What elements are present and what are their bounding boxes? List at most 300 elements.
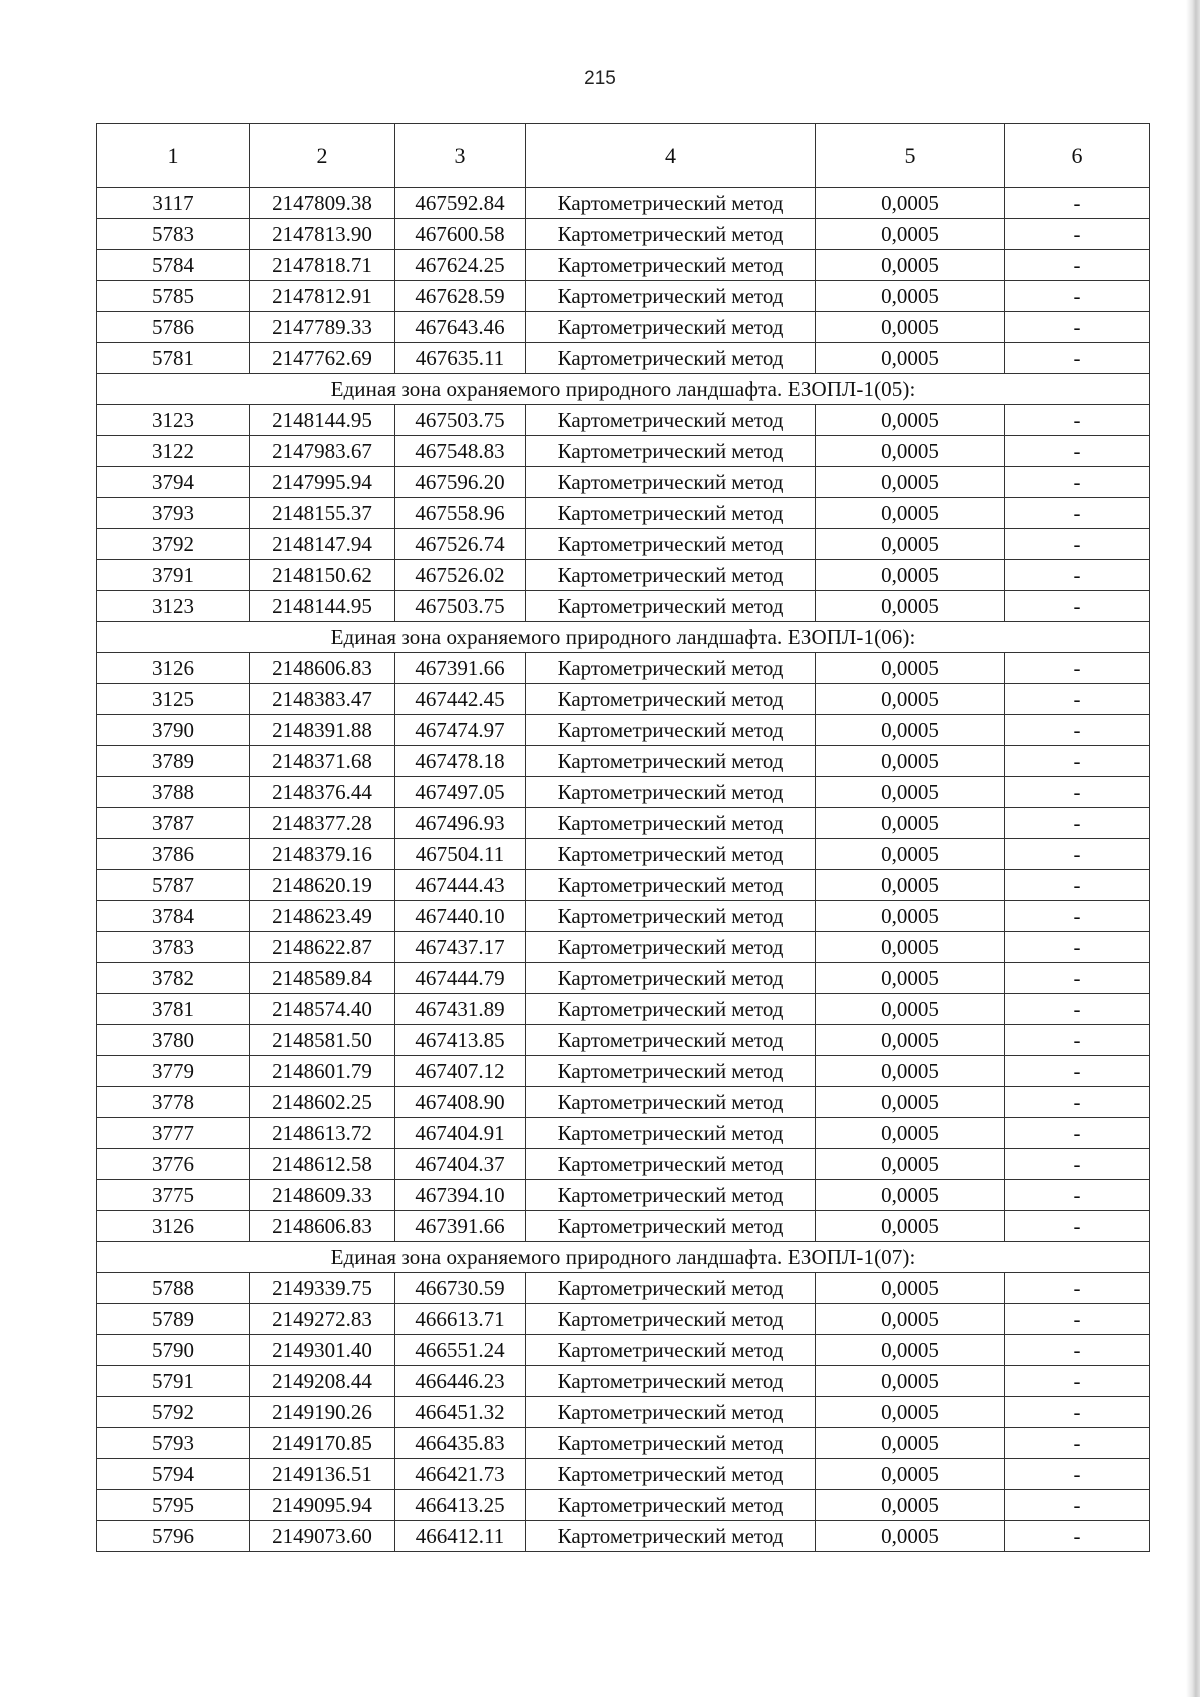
point-number-cell: 5783 [97, 219, 250, 250]
point-number-cell: 5787 [97, 870, 250, 901]
section-title: Единая зона охраняемого природного ландшафта. ЕЗОПЛ-1(07): [97, 1242, 1150, 1273]
y-coordinate-cell: 467478.18 [395, 746, 526, 777]
point-number-cell: 3788 [97, 777, 250, 808]
table-row [97, 715, 1150, 746]
note-cell: - [1005, 746, 1150, 777]
table-row [97, 1025, 1150, 1056]
table-row [97, 839, 1150, 870]
method-cell: Картометрический метод [526, 963, 816, 994]
method-cell: Картометрический метод [526, 405, 816, 436]
point-number-cell: 3783 [97, 932, 250, 963]
y-coordinate-cell: 467526.74 [395, 529, 526, 560]
x-coordinate-cell: 2148379.16 [250, 839, 395, 870]
point-number-cell: 3791 [97, 560, 250, 591]
note-cell: - [1005, 715, 1150, 746]
x-coordinate-cell: 2149208.44 [250, 1366, 395, 1397]
accuracy-cell: 0,0005 [816, 684, 1005, 715]
point-number-cell: 5796 [97, 1521, 250, 1552]
point-number-cell: 5790 [97, 1335, 250, 1366]
y-coordinate-cell: 467444.79 [395, 963, 526, 994]
note-cell: - [1005, 1397, 1150, 1428]
accuracy-cell: 0,0005 [816, 715, 1005, 746]
x-coordinate-cell: 2148377.28 [250, 808, 395, 839]
accuracy-cell: 0,0005 [816, 250, 1005, 281]
table-row [97, 591, 1150, 622]
accuracy-cell: 0,0005 [816, 777, 1005, 808]
point-number-cell: 3779 [97, 1056, 250, 1087]
point-number-cell: 3793 [97, 498, 250, 529]
note-cell: - [1005, 1490, 1150, 1521]
x-coordinate-cell: 2147813.90 [250, 219, 395, 250]
point-number-cell: 3789 [97, 746, 250, 777]
y-coordinate-cell: 467394.10 [395, 1180, 526, 1211]
point-number-cell: 5792 [97, 1397, 250, 1428]
point-number-cell: 5786 [97, 312, 250, 343]
point-number-cell: 3117 [97, 188, 250, 219]
point-number-cell: 3777 [97, 1118, 250, 1149]
x-coordinate-cell: 2148612.58 [250, 1149, 395, 1180]
point-number-cell: 5788 [97, 1273, 250, 1304]
note-cell: - [1005, 281, 1150, 312]
method-cell: Картометрический метод [526, 715, 816, 746]
x-coordinate-cell: 2149170.85 [250, 1428, 395, 1459]
point-number-cell: 5795 [97, 1490, 250, 1521]
section-title: Единая зона охраняемого природного ландшафта. ЕЗОПЛ-1(06): [97, 622, 1150, 653]
x-coordinate-cell: 2148581.50 [250, 1025, 395, 1056]
method-cell: Картометрический метод [526, 1304, 816, 1335]
table-row [97, 1397, 1150, 1428]
y-coordinate-cell: 467391.66 [395, 653, 526, 684]
x-coordinate-cell: 2148150.62 [250, 560, 395, 591]
y-coordinate-cell: 467496.93 [395, 808, 526, 839]
x-coordinate-cell: 2149136.51 [250, 1459, 395, 1490]
point-number-cell: 3780 [97, 1025, 250, 1056]
point-number-cell: 3122 [97, 436, 250, 467]
method-cell: Картометрический метод [526, 436, 816, 467]
y-coordinate-cell: 467596.20 [395, 467, 526, 498]
table-row [97, 560, 1150, 591]
point-number-cell: 3778 [97, 1087, 250, 1118]
note-cell: - [1005, 1428, 1150, 1459]
accuracy-cell: 0,0005 [816, 1056, 1005, 1087]
table-row [97, 1087, 1150, 1118]
point-number-cell: 3782 [97, 963, 250, 994]
x-coordinate-cell: 2148144.95 [250, 591, 395, 622]
x-coordinate-cell: 2148606.83 [250, 653, 395, 684]
method-cell: Картометрический метод [526, 343, 816, 374]
column-header-6: 6 [1005, 124, 1150, 188]
method-cell: Картометрический метод [526, 1335, 816, 1366]
table-row [97, 312, 1150, 343]
accuracy-cell: 0,0005 [816, 746, 1005, 777]
method-cell: Картометрический метод [526, 188, 816, 219]
x-coordinate-cell: 2148609.33 [250, 1180, 395, 1211]
point-number-cell: 5781 [97, 343, 250, 374]
table-row [97, 1304, 1150, 1335]
table-row [97, 498, 1150, 529]
accuracy-cell: 0,0005 [816, 1273, 1005, 1304]
note-cell: - [1005, 560, 1150, 591]
x-coordinate-cell: 2148606.83 [250, 1211, 395, 1242]
page-number: 215 [584, 68, 616, 89]
x-coordinate-cell: 2149073.60 [250, 1521, 395, 1552]
table-row [97, 1459, 1150, 1490]
point-number-cell: 3123 [97, 591, 250, 622]
y-coordinate-cell: 467442.45 [395, 684, 526, 715]
method-cell: Картометрический метод [526, 560, 816, 591]
table-row [97, 529, 1150, 560]
point-number-cell: 5791 [97, 1366, 250, 1397]
table-row [97, 994, 1150, 1025]
method-cell: Картометрический метод [526, 281, 816, 312]
note-cell: - [1005, 839, 1150, 870]
accuracy-cell: 0,0005 [816, 343, 1005, 374]
accuracy-cell: 0,0005 [816, 1428, 1005, 1459]
note-cell: - [1005, 901, 1150, 932]
note-cell: - [1005, 1118, 1150, 1149]
x-coordinate-cell: 2147983.67 [250, 436, 395, 467]
y-coordinate-cell: 467391.66 [395, 1211, 526, 1242]
note-cell: - [1005, 529, 1150, 560]
note-cell: - [1005, 1025, 1150, 1056]
accuracy-cell: 0,0005 [816, 1149, 1005, 1180]
method-cell: Картометрический метод [526, 901, 816, 932]
note-cell: - [1005, 684, 1150, 715]
y-coordinate-cell: 467592.84 [395, 188, 526, 219]
point-number-cell: 3790 [97, 715, 250, 746]
note-cell: - [1005, 808, 1150, 839]
x-coordinate-cell: 2148620.19 [250, 870, 395, 901]
y-coordinate-cell: 467497.05 [395, 777, 526, 808]
method-cell: Картометрический метод [526, 467, 816, 498]
note-cell: - [1005, 1273, 1150, 1304]
point-number-cell: 3776 [97, 1149, 250, 1180]
method-cell: Картометрический метод [526, 1056, 816, 1087]
section-header-row [97, 1242, 1150, 1273]
y-coordinate-cell: 467600.58 [395, 219, 526, 250]
point-number-cell: 3792 [97, 529, 250, 560]
x-coordinate-cell: 2148601.79 [250, 1056, 395, 1087]
table-row [97, 746, 1150, 777]
section-title: Единая зона охраняемого природного ландшафта. ЕЗОПЛ-1(05): [97, 374, 1150, 405]
accuracy-cell: 0,0005 [816, 1366, 1005, 1397]
y-coordinate-cell: 466730.59 [395, 1273, 526, 1304]
point-number-cell: 3125 [97, 684, 250, 715]
x-coordinate-cell: 2148144.95 [250, 405, 395, 436]
note-cell: - [1005, 343, 1150, 374]
table-row [97, 1490, 1150, 1521]
note-cell: - [1005, 250, 1150, 281]
point-number-cell: 5789 [97, 1304, 250, 1335]
y-coordinate-cell: 467526.02 [395, 560, 526, 591]
y-coordinate-cell: 466551.24 [395, 1335, 526, 1366]
point-number-cell: 3787 [97, 808, 250, 839]
x-coordinate-cell: 2147812.91 [250, 281, 395, 312]
table-row [97, 1428, 1150, 1459]
note-cell: - [1005, 1366, 1150, 1397]
x-coordinate-cell: 2149095.94 [250, 1490, 395, 1521]
y-coordinate-cell: 467404.91 [395, 1118, 526, 1149]
x-coordinate-cell: 2149272.83 [250, 1304, 395, 1335]
method-cell: Картометрический метод [526, 1397, 816, 1428]
accuracy-cell: 0,0005 [816, 1087, 1005, 1118]
table-row [97, 1273, 1150, 1304]
accuracy-cell: 0,0005 [816, 312, 1005, 343]
note-cell: - [1005, 1149, 1150, 1180]
table-row [97, 1180, 1150, 1211]
x-coordinate-cell: 2148383.47 [250, 684, 395, 715]
point-number-cell: 5785 [97, 281, 250, 312]
note-cell: - [1005, 963, 1150, 994]
accuracy-cell: 0,0005 [816, 653, 1005, 684]
table-row [97, 808, 1150, 839]
table-row [97, 1366, 1150, 1397]
y-coordinate-cell: 467440.10 [395, 901, 526, 932]
table-row [97, 281, 1150, 312]
y-coordinate-cell: 466446.23 [395, 1366, 526, 1397]
note-cell: - [1005, 994, 1150, 1025]
note-cell: - [1005, 1521, 1150, 1552]
y-coordinate-cell: 467635.11 [395, 343, 526, 374]
x-coordinate-cell: 2147789.33 [250, 312, 395, 343]
accuracy-cell: 0,0005 [816, 591, 1005, 622]
note-cell: - [1005, 436, 1150, 467]
x-coordinate-cell: 2147809.38 [250, 188, 395, 219]
x-coordinate-cell: 2148589.84 [250, 963, 395, 994]
column-header-1: 1 [97, 124, 250, 188]
table-row [97, 467, 1150, 498]
table-row [97, 777, 1150, 808]
method-cell: Картометрический метод [526, 808, 816, 839]
x-coordinate-cell: 2148376.44 [250, 777, 395, 808]
method-cell: Картометрический метод [526, 1118, 816, 1149]
accuracy-cell: 0,0005 [816, 963, 1005, 994]
table-body [97, 188, 1150, 1552]
accuracy-cell: 0,0005 [816, 281, 1005, 312]
method-cell: Картометрический метод [526, 591, 816, 622]
y-coordinate-cell: 467474.97 [395, 715, 526, 746]
method-cell: Картометрический метод [526, 1521, 816, 1552]
note-cell: - [1005, 1180, 1150, 1211]
table-row [97, 1211, 1150, 1242]
point-number-cell: 3123 [97, 405, 250, 436]
table-row [97, 901, 1150, 932]
x-coordinate-cell: 2147818.71 [250, 250, 395, 281]
x-coordinate-cell: 2148613.72 [250, 1118, 395, 1149]
note-cell: - [1005, 653, 1150, 684]
x-coordinate-cell: 2148391.88 [250, 715, 395, 746]
column-header-3: 3 [395, 124, 526, 188]
method-cell: Картометрический метод [526, 1366, 816, 1397]
x-coordinate-cell: 2149301.40 [250, 1335, 395, 1366]
note-cell: - [1005, 777, 1150, 808]
y-coordinate-cell: 467558.96 [395, 498, 526, 529]
accuracy-cell: 0,0005 [816, 219, 1005, 250]
scan-edge-shadow [1186, 0, 1200, 1697]
x-coordinate-cell: 2148371.68 [250, 746, 395, 777]
method-cell: Картометрический метод [526, 312, 816, 343]
accuracy-cell: 0,0005 [816, 436, 1005, 467]
point-number-cell: 3786 [97, 839, 250, 870]
note-cell: - [1005, 1211, 1150, 1242]
note-cell: - [1005, 219, 1150, 250]
table-row [97, 870, 1150, 901]
note-cell: - [1005, 932, 1150, 963]
accuracy-cell: 0,0005 [816, 870, 1005, 901]
point-number-cell: 3784 [97, 901, 250, 932]
accuracy-cell: 0,0005 [816, 1335, 1005, 1366]
x-coordinate-cell: 2148155.37 [250, 498, 395, 529]
y-coordinate-cell: 467444.43 [395, 870, 526, 901]
method-cell: Картометрический метод [526, 870, 816, 901]
x-coordinate-cell: 2148623.49 [250, 901, 395, 932]
note-cell: - [1005, 1304, 1150, 1335]
y-coordinate-cell: 467503.75 [395, 405, 526, 436]
accuracy-cell: 0,0005 [816, 1459, 1005, 1490]
y-coordinate-cell: 467628.59 [395, 281, 526, 312]
y-coordinate-cell: 466421.73 [395, 1459, 526, 1490]
note-cell: - [1005, 1056, 1150, 1087]
accuracy-cell: 0,0005 [816, 808, 1005, 839]
note-cell: - [1005, 870, 1150, 901]
method-cell: Картометрический метод [526, 1428, 816, 1459]
x-coordinate-cell: 2148602.25 [250, 1087, 395, 1118]
section-header-row [97, 622, 1150, 653]
column-header-2: 2 [250, 124, 395, 188]
section-header-row [97, 374, 1150, 405]
accuracy-cell: 0,0005 [816, 1397, 1005, 1428]
accuracy-cell: 0,0005 [816, 1521, 1005, 1552]
method-cell: Картометрический метод [526, 498, 816, 529]
accuracy-cell: 0,0005 [816, 1025, 1005, 1056]
accuracy-cell: 0,0005 [816, 467, 1005, 498]
method-cell: Картометрический метод [526, 777, 816, 808]
point-number-cell: 5793 [97, 1428, 250, 1459]
method-cell: Картометрический метод [526, 994, 816, 1025]
y-coordinate-cell: 467413.85 [395, 1025, 526, 1056]
table-row [97, 250, 1150, 281]
x-coordinate-cell: 2148622.87 [250, 932, 395, 963]
method-cell: Картометрический метод [526, 1211, 816, 1242]
y-coordinate-cell: 467437.17 [395, 932, 526, 963]
table-row [97, 1335, 1150, 1366]
y-coordinate-cell: 467431.89 [395, 994, 526, 1025]
x-coordinate-cell: 2148147.94 [250, 529, 395, 560]
y-coordinate-cell: 467548.83 [395, 436, 526, 467]
table-row [97, 405, 1150, 436]
y-coordinate-cell: 466435.83 [395, 1428, 526, 1459]
y-coordinate-cell: 466412.11 [395, 1521, 526, 1552]
table-row [97, 932, 1150, 963]
table-row [97, 1521, 1150, 1552]
note-cell: - [1005, 312, 1150, 343]
accuracy-cell: 0,0005 [816, 560, 1005, 591]
table-row [97, 1118, 1150, 1149]
method-cell: Картометрический метод [526, 684, 816, 715]
x-coordinate-cell: 2147995.94 [250, 467, 395, 498]
table-row [97, 1149, 1150, 1180]
method-cell: Картометрический метод [526, 932, 816, 963]
method-cell: Картометрический метод [526, 1490, 816, 1521]
x-coordinate-cell: 2149339.75 [250, 1273, 395, 1304]
y-coordinate-cell: 466613.71 [395, 1304, 526, 1335]
method-cell: Картометрический метод [526, 1149, 816, 1180]
y-coordinate-cell: 466413.25 [395, 1490, 526, 1521]
column-header-5: 5 [816, 124, 1005, 188]
note-cell: - [1005, 1459, 1150, 1490]
method-cell: Картометрический метод [526, 1273, 816, 1304]
method-cell: Картометрический метод [526, 1459, 816, 1490]
accuracy-cell: 0,0005 [816, 1118, 1005, 1149]
point-number-cell: 5794 [97, 1459, 250, 1490]
note-cell: - [1005, 1335, 1150, 1366]
table-row [97, 436, 1150, 467]
note-cell: - [1005, 498, 1150, 529]
method-cell: Картометрический метод [526, 529, 816, 560]
table-row [97, 1056, 1150, 1087]
x-coordinate-cell: 2147762.69 [250, 343, 395, 374]
method-cell: Картометрический метод [526, 839, 816, 870]
point-number-cell: 3126 [97, 653, 250, 684]
y-coordinate-cell: 467407.12 [395, 1056, 526, 1087]
point-number-cell: 3794 [97, 467, 250, 498]
accuracy-cell: 0,0005 [816, 932, 1005, 963]
method-cell: Картометрический метод [526, 653, 816, 684]
y-coordinate-cell: 467404.37 [395, 1149, 526, 1180]
accuracy-cell: 0,0005 [816, 1490, 1005, 1521]
accuracy-cell: 0,0005 [816, 405, 1005, 436]
note-cell: - [1005, 405, 1150, 436]
y-coordinate-cell: 466451.32 [395, 1397, 526, 1428]
accuracy-cell: 0,0005 [816, 188, 1005, 219]
point-number-cell: 3775 [97, 1180, 250, 1211]
method-cell: Картометрический метод [526, 1087, 816, 1118]
point-number-cell: 3126 [97, 1211, 250, 1242]
accuracy-cell: 0,0005 [816, 901, 1005, 932]
accuracy-cell: 0,0005 [816, 1180, 1005, 1211]
method-cell: Картометрический метод [526, 746, 816, 777]
y-coordinate-cell: 467408.90 [395, 1087, 526, 1118]
table-row [97, 653, 1150, 684]
accuracy-cell: 0,0005 [816, 1211, 1005, 1242]
column-header-4: 4 [526, 124, 816, 188]
accuracy-cell: 0,0005 [816, 498, 1005, 529]
y-coordinate-cell: 467504.11 [395, 839, 526, 870]
table-row [97, 684, 1150, 715]
y-coordinate-cell: 467643.46 [395, 312, 526, 343]
table-row [97, 963, 1150, 994]
note-cell: - [1005, 188, 1150, 219]
y-coordinate-cell: 467624.25 [395, 250, 526, 281]
y-coordinate-cell: 467503.75 [395, 591, 526, 622]
coordinates-table [96, 123, 1150, 1552]
table-row [97, 343, 1150, 374]
point-number-cell: 5784 [97, 250, 250, 281]
method-cell: Картометрический метод [526, 219, 816, 250]
method-cell: Картометрический метод [526, 1180, 816, 1211]
note-cell: - [1005, 467, 1150, 498]
table-row [97, 219, 1150, 250]
accuracy-cell: 0,0005 [816, 1304, 1005, 1335]
accuracy-cell: 0,0005 [816, 529, 1005, 560]
note-cell: - [1005, 591, 1150, 622]
accuracy-cell: 0,0005 [816, 839, 1005, 870]
method-cell: Картометрический метод [526, 1025, 816, 1056]
table-row [97, 188, 1150, 219]
accuracy-cell: 0,0005 [816, 994, 1005, 1025]
note-cell: - [1005, 1087, 1150, 1118]
method-cell: Картометрический метод [526, 250, 816, 281]
